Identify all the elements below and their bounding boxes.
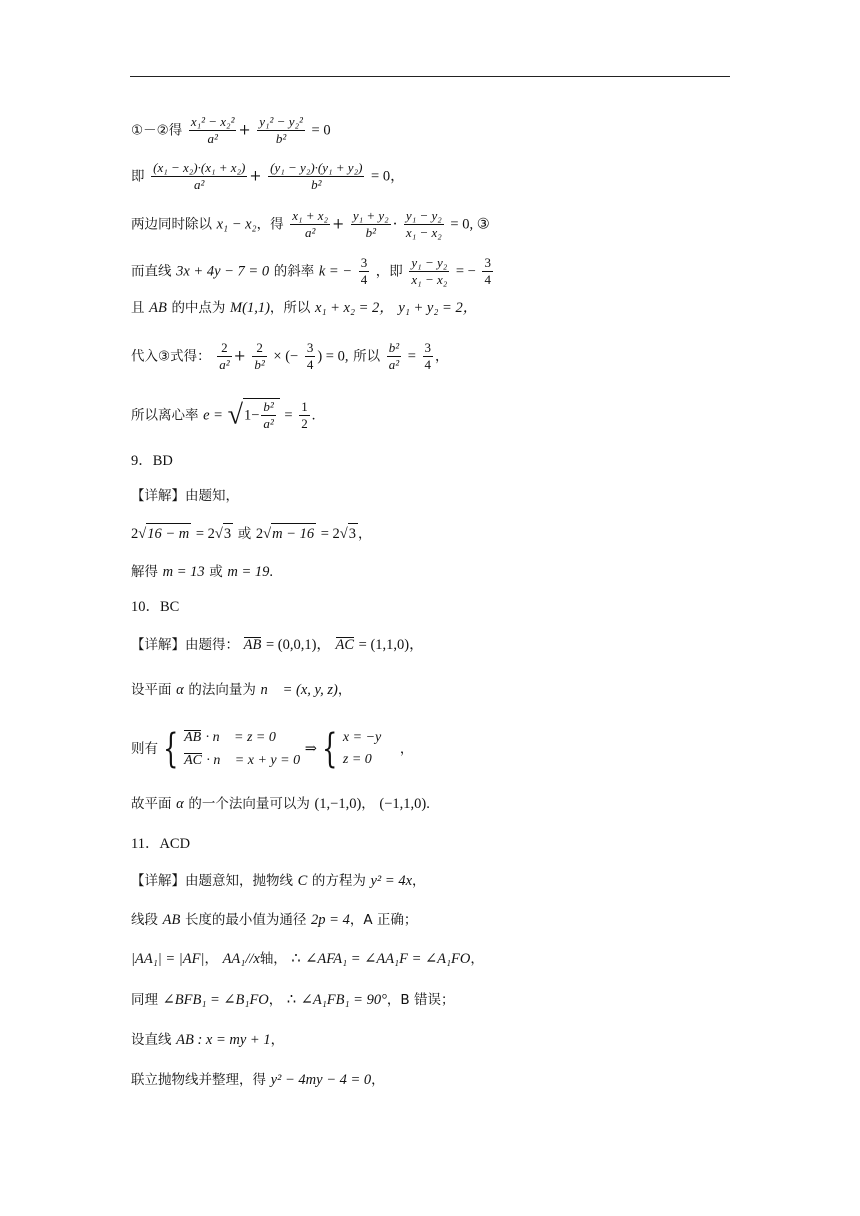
math: × (− <box>273 348 299 365</box>
fraction: $\frac{3}{4}$ <box>306 340 314 372</box>
math: x₁ + x₂ = 2， <box>315 300 394 316</box>
fraction: $\frac{3}{4}$ <box>360 255 368 287</box>
math: AB <box>149 300 167 316</box>
text: 且 <box>131 300 145 316</box>
header-rule <box>130 76 730 77</box>
q10-system: 则有 { AB · n⃗ = z = 0 AC · n⃗ = x + y = 0 ⇒ { x = −y z = 0 ， <box>131 726 414 772</box>
fraction: $\frac{\text{b²}}{\text{a²}}$ <box>388 340 400 372</box>
text: ，即 <box>375 263 403 280</box>
fraction: $\frac{\text{y₁ − y₂}}{\text{x₁ − x₂}}$ <box>405 208 442 240</box>
equals: = 0 <box>311 122 331 139</box>
q11-line5: 设直线 AB : x = my + 1， <box>131 1032 285 1048</box>
text: ，所以 <box>269 300 311 316</box>
q10-normal: 设平面 α 的法向量为 n⃗ = (x, y, z)， <box>131 682 352 698</box>
q9-solution: 解得 m = 13 或 m = 19. <box>131 564 273 580</box>
equals: = 0， <box>371 168 405 185</box>
eq-divide: 两边同时除以 x₁ − x₂，得 $\frac{\text{x₁ + x₂}}{\text{a²}}$ + $\frac{\text{y₁ + y₂}}{\text{b²}}$ · $\frac{\text{y₁ − y₂}}{\text{x₁ − x₂}}$ = 0, ③ <box>131 208 490 240</box>
q11-header: 11．ACD <box>131 836 191 852</box>
fraction: $\frac{3}{4}$ <box>424 340 431 372</box>
text: . <box>311 407 316 424</box>
eq-eccentricity <box>131 398 315 432</box>
q10-conclusion: 故平面 α 的一个法向量可以为 (1,−1,0)， (−1,1,0). <box>131 796 430 812</box>
text: 的斜率 <box>273 263 315 280</box>
fraction: $\frac{\text{y₁² − y₂²}}{\text{b²}}$ <box>259 114 303 146</box>
fraction: $\frac{2}{\text{b²}}$ <box>254 340 265 372</box>
math: e = <box>203 407 223 424</box>
q10-detail: 【详解】由题得： AB = (0,0,1)， AC = (1,1,0)， <box>131 637 424 653</box>
text: 两边同时除以 <box>131 216 212 233</box>
q9-detail: 【详解】由题知， <box>131 488 239 504</box>
text: 而直线 <box>131 263 172 280</box>
brace-icon: { <box>321 726 338 772</box>
math: x₁ − x₂ <box>216 216 257 233</box>
text: 所以 <box>353 348 381 365</box>
text: 的中点为 <box>171 300 226 316</box>
equals: = − <box>455 263 476 280</box>
math: 3x + 4y − 7 = 0 <box>176 263 270 280</box>
eq-midpoint <box>131 298 477 318</box>
text: 即 <box>131 168 145 185</box>
math: M(1,1) <box>230 300 270 316</box>
fraction: $\frac{\text{x₁² − x₂²}}{\text{a²}}$ <box>190 114 235 146</box>
eq-subtract: ①－②得 $\frac{\text{x₁² − x₂²}}{\text{a²}}$ + $\frac{\text{y₁² − y₂²}}{\text{b²}}$ = 0 <box>131 114 331 146</box>
text: 所以离心率 <box>131 407 199 424</box>
vector-ac: AC <box>335 637 355 653</box>
math: ) = 0, <box>317 348 349 365</box>
fraction: $\frac{\text{y₁ + y₂}}{\text{b²}}$ <box>352 208 389 240</box>
q11-detail: 【详解】由题意知，抛物线 C 的方程为 y² = 4x， <box>131 873 426 889</box>
text: ， <box>435 348 449 365</box>
fraction: $\frac{\text{(x₁ − x₂)·(x₁ + x₂)}}{\text{a²}}$ <box>153 160 246 192</box>
fraction: $\frac{1}{2}$ <box>301 399 308 431</box>
q9-header: 9．BD <box>131 453 173 469</box>
eq-slope <box>131 255 495 288</box>
equals: = <box>407 348 416 365</box>
text: ，得 <box>256 216 284 233</box>
text: ①－②得 <box>131 122 183 139</box>
q9-equation: 2√16 − m = 2√3 或 2√m − 16 = 2√3 ， <box>131 523 371 544</box>
equals: = <box>284 407 293 424</box>
eq-substitute: 代入③式得： $\frac{2}{\text{a²}}$ + $\frac{2}{\text{b²}}$ × (− $\frac{3}{4}$ ) = 0, 所以 $\frac{\text{b²}}{\text{a²}}$ = $\frac{3}{4}$ ， <box>131 340 449 372</box>
radicand: 1− $\frac{\text{b²}}{\text{a²}}$ <box>243 398 280 432</box>
math: y₁ + y₂ = 2， <box>398 300 478 316</box>
fraction: $\frac{\text{y₁ − y₂}}{\text{x₁ − x₂}}$ <box>411 255 448 287</box>
eq-factored: 即 $\frac{\text{(x₁ − x₂)·(x₁ + x₂)}}{\text{a²}}$ + $\frac{\text{(y₁ − y₂)·(y₁ + y₂)}}{\text{b²}}$ = 0， <box>131 160 405 192</box>
q11-line3: |AA₁| = |AF|， AA₁//x轴， ∴ ∠AFA₁ = ∠AA₁F = ∠A₁FO， <box>131 951 484 967</box>
fraction: $\frac{\text{x₁ + x₂}}{\text{a²}}$ <box>292 208 329 240</box>
fraction: $\frac{2}{\text{a²}}$ <box>219 340 230 372</box>
fraction: $\frac{\text{(y₁ − y₂)·(y₁ + y₂)}}{\text{b²}}$ <box>270 160 363 192</box>
brace-icon: { <box>163 726 179 772</box>
vector-ab: AB <box>243 637 262 653</box>
math: k = − <box>318 263 353 280</box>
q11-line2: 线段 AB 长度的最小值为通径 2p = 4，A 正确； <box>131 912 418 928</box>
q10-header: 10．BC <box>131 599 180 615</box>
fraction: $\frac{3}{4}$ <box>484 255 491 287</box>
sqrt-icon: √ <box>227 399 243 431</box>
text: 代入③式得： <box>131 348 211 365</box>
q11-line4: 同理 ∠BFB₁ = ∠B₁FO， ∴ ∠A₁FB₁ = 90°，B 错误； <box>131 992 455 1008</box>
q11-line6: 联立抛物线并整理，得 y² − 4my − 4 = 0， <box>131 1072 385 1088</box>
equals: = 0, ③ <box>450 216 490 233</box>
